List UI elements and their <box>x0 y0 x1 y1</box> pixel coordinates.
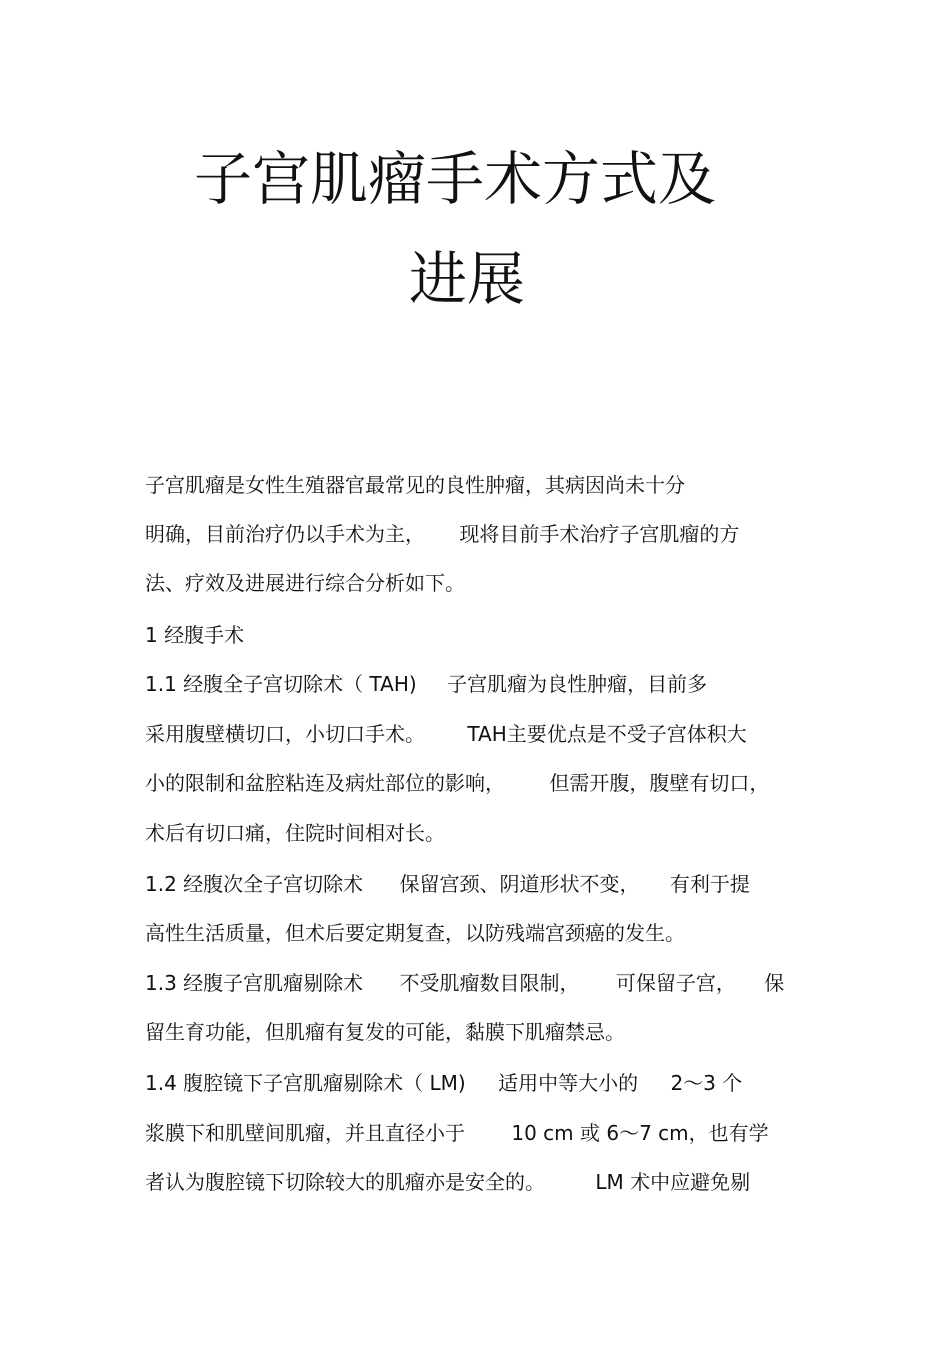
body-line <box>145 719 747 749</box>
body-line <box>145 818 445 848</box>
body-line <box>145 568 465 598</box>
text-segment: LM 术中应避免剔 <box>595 1170 751 1194</box>
section-heading <box>145 620 244 650</box>
text-segment: 不受肌瘤数目限制， <box>399 971 580 995</box>
text-segment: 留生育功能，但肌瘤有复发的可能，黏膜下肌瘤禁忌。 <box>145 1020 625 1044</box>
document-title-line-1: 子宫肌瘤手术方式及 <box>193 145 716 213</box>
text-segment: 1.2 经腹次全子宫切除术 <box>145 872 364 896</box>
text-segment: 法、疗效及进展进行综合分析如下。 <box>145 571 465 595</box>
text-segment: 1.4 腹腔镜下子宫肌瘤剔除术（ LM) <box>145 1071 466 1095</box>
text-segment: 但需开腹，腹壁有切口， <box>549 771 770 795</box>
text-segment: 高性生活质量，但术后要定期复查，以防残端宫颈癌的发生。 <box>145 921 685 945</box>
text-segment: 子宫肌瘤是女性生殖器官最常见的良性肿瘤，其病因尚未十分 <box>145 473 685 497</box>
text-segment: TAH主要优点是不受子宫体积大 <box>467 722 747 746</box>
body-line <box>145 1068 742 1098</box>
body-line <box>145 918 685 948</box>
text-segment: 采用腹壁横切口，小切口手术。 <box>145 722 425 746</box>
body-line <box>145 519 739 549</box>
text-segment: 保留宫颈、阴道形状不变， <box>399 872 640 896</box>
body-line <box>145 470 685 500</box>
body-line <box>145 869 750 899</box>
body-line <box>145 768 769 798</box>
text-segment: 小的限制和盆腔粘连及病灶部位的影响， <box>145 771 505 795</box>
text-segment: 有利于提 <box>669 872 750 896</box>
text-segment: 术后有切口痛，住院时间相对长。 <box>145 821 445 845</box>
text-segment: 可保留子宫， <box>615 971 736 995</box>
text-segment: 保 <box>764 971 785 995</box>
body-line <box>145 669 707 699</box>
text-segment: 1.1 经腹全子宫切除术（ TAH) <box>145 672 417 696</box>
body-line <box>145 1118 769 1148</box>
body-line <box>145 1017 625 1047</box>
text-segment: 明确，目前治疗仍以手术为主， <box>145 522 425 546</box>
text-segment: 1 经腹手术 <box>145 623 245 647</box>
document-title-line-2: 进展 <box>408 245 525 313</box>
text-segment: 10 cm 或 6～7 cm，也有学 <box>511 1121 769 1145</box>
text-segment: 子宫肌瘤为良性肿瘤，目前多 <box>447 672 708 696</box>
text-segment: 者认为腹腔镜下切除较大的肌瘤亦是安全的。 <box>145 1170 545 1194</box>
body-line <box>145 968 784 998</box>
text-segment: 2～3 个 <box>670 1071 743 1095</box>
text-segment: 1.3 经腹子宫肌瘤剔除术 <box>145 971 364 995</box>
body-line <box>145 1167 750 1197</box>
text-segment: 适用中等大小的 <box>498 1071 639 1095</box>
text-segment: 现将目前手术治疗子宫肌瘤的方 <box>459 522 740 546</box>
text-segment: 浆膜下和肌壁间肌瘤，并且直径小于 <box>145 1121 465 1145</box>
